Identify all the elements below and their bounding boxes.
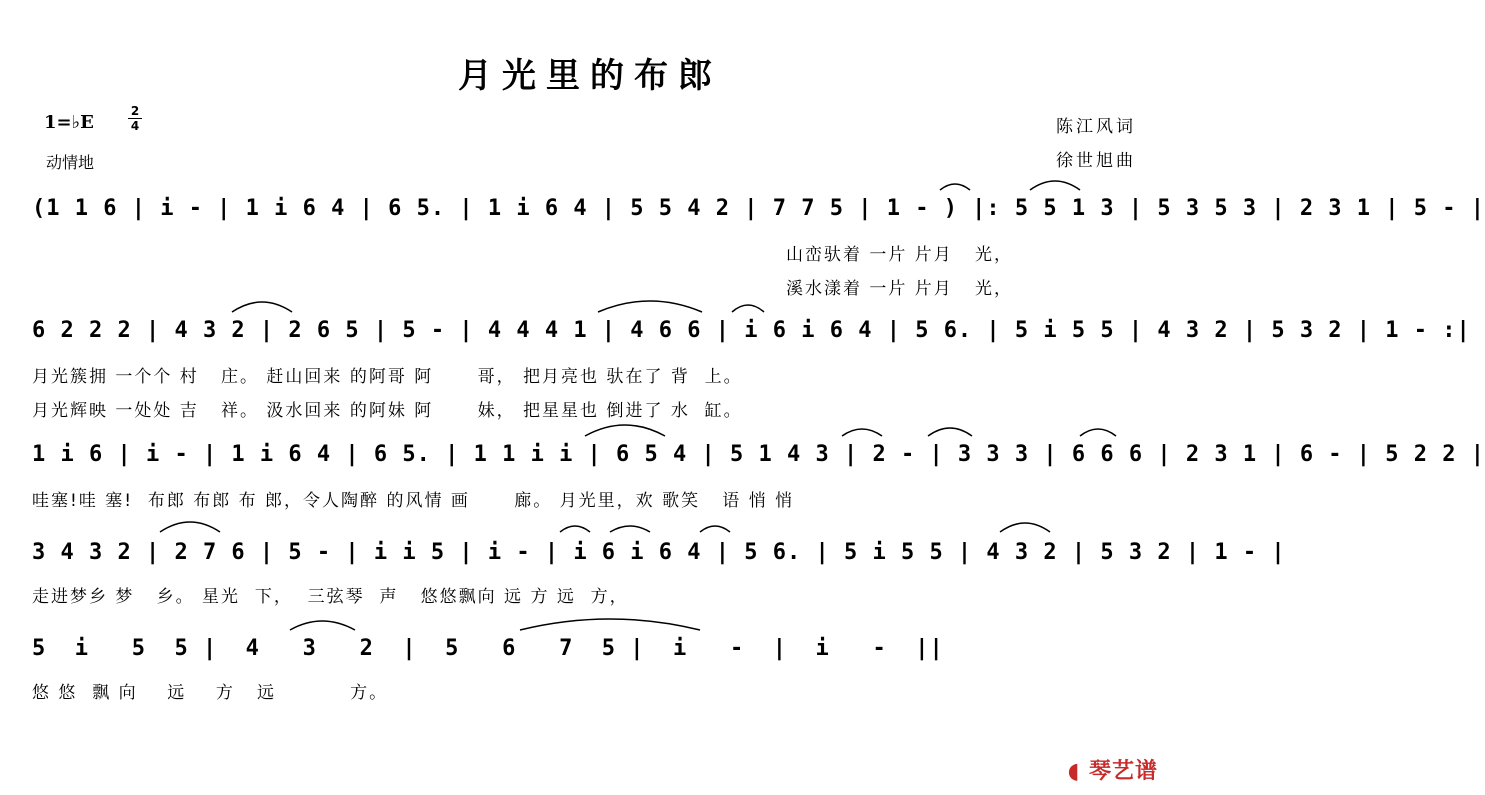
- time-signature-top: 2: [130, 104, 140, 118]
- slur: [290, 621, 355, 630]
- slur: [842, 429, 882, 436]
- slur: [520, 619, 700, 630]
- composer-credit: 徐世旭曲: [1056, 151, 1136, 171]
- slur: [598, 301, 702, 312]
- slur: [700, 526, 730, 532]
- lyric-line: 走进梦乡 梦 乡。 星光 下， 三弦琴 声 悠悠飘向 远 方 远 方，: [32, 587, 629, 607]
- lyric-line: 哇塞!哇 塞! 布郎 布郎 布 郎，令人陶醉 的风情 画 廊。 月光里，欢 歌笑 语 悄 悄: [32, 491, 795, 511]
- time-signature-bottom: 4: [130, 119, 140, 133]
- notation-line: 3 4 3 2 | 2 7 6 | 5 - | i i 5 | i - | i 6 i 6 4 | 5 6. | 5 i 5 5 | 4 3 2 | 5 3 2 | 1 - |: [32, 540, 1286, 565]
- watermark-logo: [1068, 754, 1158, 785]
- lyricist-credit: 陈江风词: [1056, 117, 1136, 137]
- slur: [1080, 429, 1116, 436]
- slur: [560, 526, 590, 532]
- notation-line: 5 i 5 5 | 4 3 2 | 5 6 7 5 | i - | i - ||: [32, 636, 944, 661]
- lyric-line-verse-2: 溪水漾着 一片 片月 光，: [786, 279, 1014, 299]
- notation-line: 6 2 2 2 | 4 3 2 | 2 6 5 | 5 - | 4 4 4 1 | 4 6 6 | i 6 i 6 4 | 5 6. | 5 i 5 5 | 4 3 2 | 5 3 2 | 1 - :|: [32, 318, 1471, 343]
- slur: [940, 184, 970, 190]
- logo-icon: ◖: [1067, 759, 1081, 784]
- lyric-line-verse-1: 山峦驮着 一片 片月 光，: [786, 245, 1014, 265]
- slur: [232, 302, 292, 312]
- slur: [1000, 523, 1050, 532]
- notation-line: 1 i 6 | i - | 1 i 6 4 | 6 5. | 1 1 i i | 6 5 4 | 5 1 4 3 | 2 - | 3 3 3 | 6 6 6 | 2 3 1 | 6 - | 5 2 2 |: [32, 442, 1485, 467]
- song-title: 月光里的布郎: [458, 56, 722, 96]
- slur: [928, 428, 972, 436]
- slur: [585, 425, 665, 436]
- notation-line: (1 1 6 | i - | 1 i 6 4 | 6 5. | 1 i 6 4 | 5 5 4 2 | 7 7 5 | 1 - ) |: 5 5 1 3 | 5 3 5 3 | 2 3 1 | 5 - |: [32, 196, 1485, 221]
- slur: [732, 305, 764, 312]
- slur: [1030, 181, 1080, 190]
- key-signature: 1=♭E: [44, 112, 94, 133]
- lyric-line: 悠 悠 飘 向 远 方 远 方。: [32, 683, 389, 703]
- lyric-line-verse-1: 月光簇拥 一个个 村 庄。 赶山回来 的阿哥 阿 哥， 把月亮也 驮在了 背 上。: [32, 367, 743, 387]
- slur: [610, 526, 650, 532]
- lyric-line-verse-2: 月光辉映 一处处 吉 祥。 汲水回来 的阿妹 阿 妹， 把星星也 倒进了 水 缸。: [32, 401, 743, 421]
- tempo-marking: 动情地: [46, 153, 95, 172]
- slur: [160, 522, 220, 532]
- logo-text: 琴艺谱: [1088, 759, 1158, 784]
